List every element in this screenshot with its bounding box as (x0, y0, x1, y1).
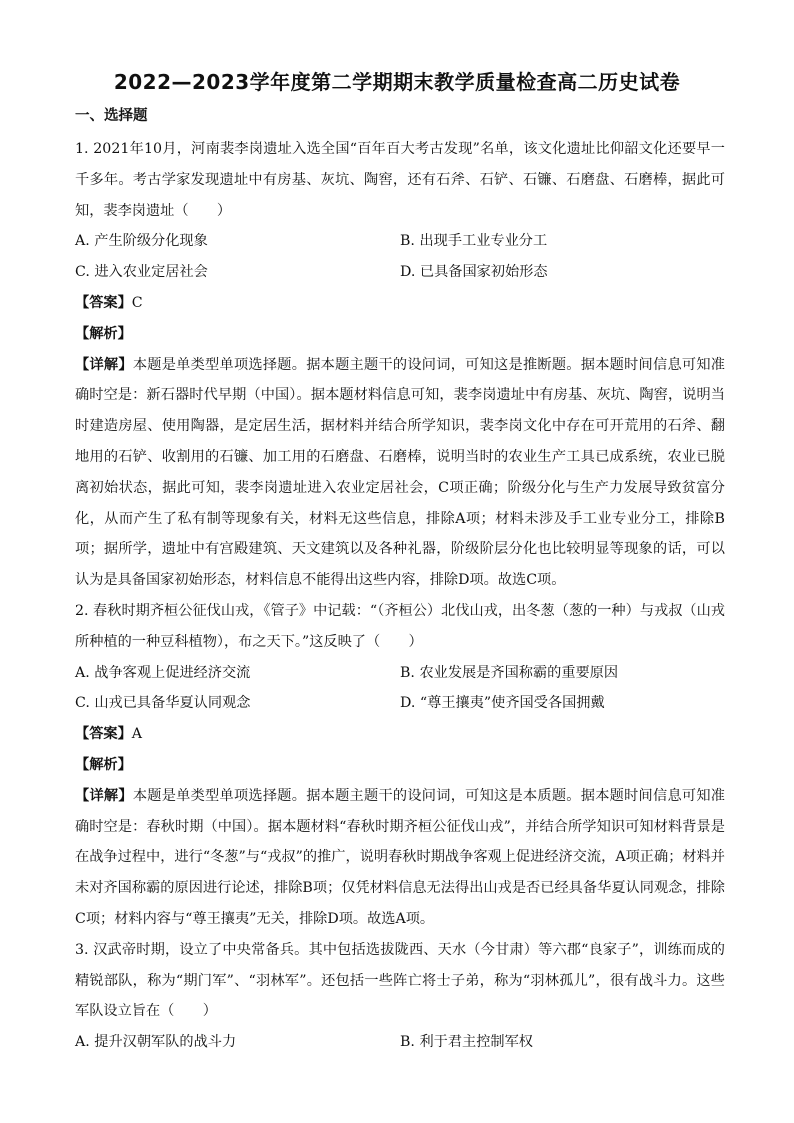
question-2-option-d: D. “尊王攘夷”使齐国受各国拥戴 (400, 695, 605, 712)
answer-value: A (131, 726, 143, 743)
section-heading: 一、选择题 (75, 108, 148, 124)
detail-label: 【详解】 (75, 787, 133, 804)
question-3-option-a: A. 提升汉朝军队的战斗力 (75, 1034, 237, 1051)
question-2-option-b: B. 农业发展是齐国称霸的重要原因 (400, 664, 619, 681)
question-1-stem: 1. 2021年10月，河南裴李岗遗址入选全国“百年百大考古发现”名单，该文化遗址比仰韶文化还要早一千多年。考古学家发现遗址中有房基、灰坑、陶窖，还有石斧、石铲、石镰、石磨盘、石磨棒，据此可知，裴李岗遗址（ ） (75, 141, 725, 219)
answer-label: 【答案】 (75, 726, 132, 743)
question-1-option-b: B. 出现手工业专业分工 (400, 233, 548, 250)
question-1-option-d: D. 已具备国家初始形态 (400, 264, 548, 281)
detail-text: 本题是单类型单项选择题。据本题主题干的设问词，可知这是推断题。据本题时间信息可知准确时空是：新石器时代早期（中国）。据本题材料信息可知，裴李岗遗址中有房基、灰坑、陶窖，说明当时建造房屋、使用陶器，是定居生活，据材料并结合所学知识，裴李岗文化中存在可开荒用的石斧、翻地用的石铲、收割用的石镰、加工用的石磨盘、石磨棒，说明当时的农业生产工具已成系统，农业已脱离初始状态，据此可知，裴李岗遗址进入农业定居社会，C项正确；阶级分化与生产力发展导致贫富分化，从而产生了私有制等现象有关，材料无这些信息，排除A项；材料未涉及手工业专业分工，排除B项；据所学，遗址中有宫殿建筑、天文建筑以及各种礼器，阶级阶层分化也比较明显等现象的话，可以认为是具备国家初始形态，材料信息不能得出这些内容，排除D项。故选C项。 (75, 356, 725, 589)
question-3-stem: 3. 汉武帝时期，设立了中央常备兵。其中包括选拔陇西、天水（今甘肃）等六郡“良家子”，训练而成的精锐部队，称为“期门军”、“羽林军”。还包括一些阵亡将士子弟，称为“羽林孤儿”，很有战斗力。这些军队设立旨在（ ） (75, 941, 725, 1020)
question-1-analysis-label (75, 319, 725, 350)
question-1-option-c: C. 进入农业定居社会 (75, 264, 208, 281)
question-1-options-row-2 (75, 257, 725, 288)
answer-label: 【答案】 (75, 294, 132, 311)
answer-value: C (131, 294, 143, 311)
question-2-stem: 2. 春秋时期齐桓公征伐山戎，《管子》中记载：“（齐桓公）北伐山戎，出冬葱（葱的一种）与戎叔（山戎所种植的一种豆科植物），布之天下。”这反映了（ ） (75, 602, 725, 650)
question-1-detail (75, 350, 725, 596)
question-2-analysis-label (75, 750, 725, 781)
detail-text: 本题是单类型单项选择题。据本题主题干的设问词，可知这是本质题。据本题时间信息可知准确时空是：春秋时期（中国）。据本题材料“春秋时期齐桓公征伐山戎”，并结合所学知识可知材料背景是在战争过程中，进行“冬葱”与“戎叔”的推广，说明春秋时期战争客观上促进经济交流，A项正确；材料并未对齐国称霸的原因进行论述，排除B项；仅凭材料信息无法得出山戎是否已经具备华夏认同观念，排除C项；材料内容与“尊王攘夷”无关，排除D项。故选A项。 (75, 787, 725, 927)
question-1-option-a: A. 产生阶级分化现象 (75, 233, 208, 250)
question-1-options-row-1 (75, 226, 725, 257)
detail-label: 【详解】 (75, 356, 133, 373)
question-1-answer (75, 288, 725, 319)
question-2-options-row-1 (75, 658, 725, 689)
question-2-detail (75, 781, 725, 935)
analysis-label: 【解析】 (75, 325, 132, 342)
analysis-label: 【解析】 (75, 756, 132, 773)
question-2-answer (75, 719, 725, 750)
question-list (75, 134, 725, 1058)
question-2-option-c: C. 山戎已具备华夏认同观念 (75, 695, 251, 712)
question-2-options-row-2 (75, 688, 725, 719)
page-title: 2022—2023学年度第二学期期末教学质量检查高二历史试卷 (113, 70, 681, 94)
question-3-options-row-1 (75, 1027, 725, 1058)
question-2-option-a: A. 战争客观上促进经济交流 (75, 664, 251, 681)
question-3-option-b: B. 利于君主控制军权 (400, 1034, 533, 1051)
